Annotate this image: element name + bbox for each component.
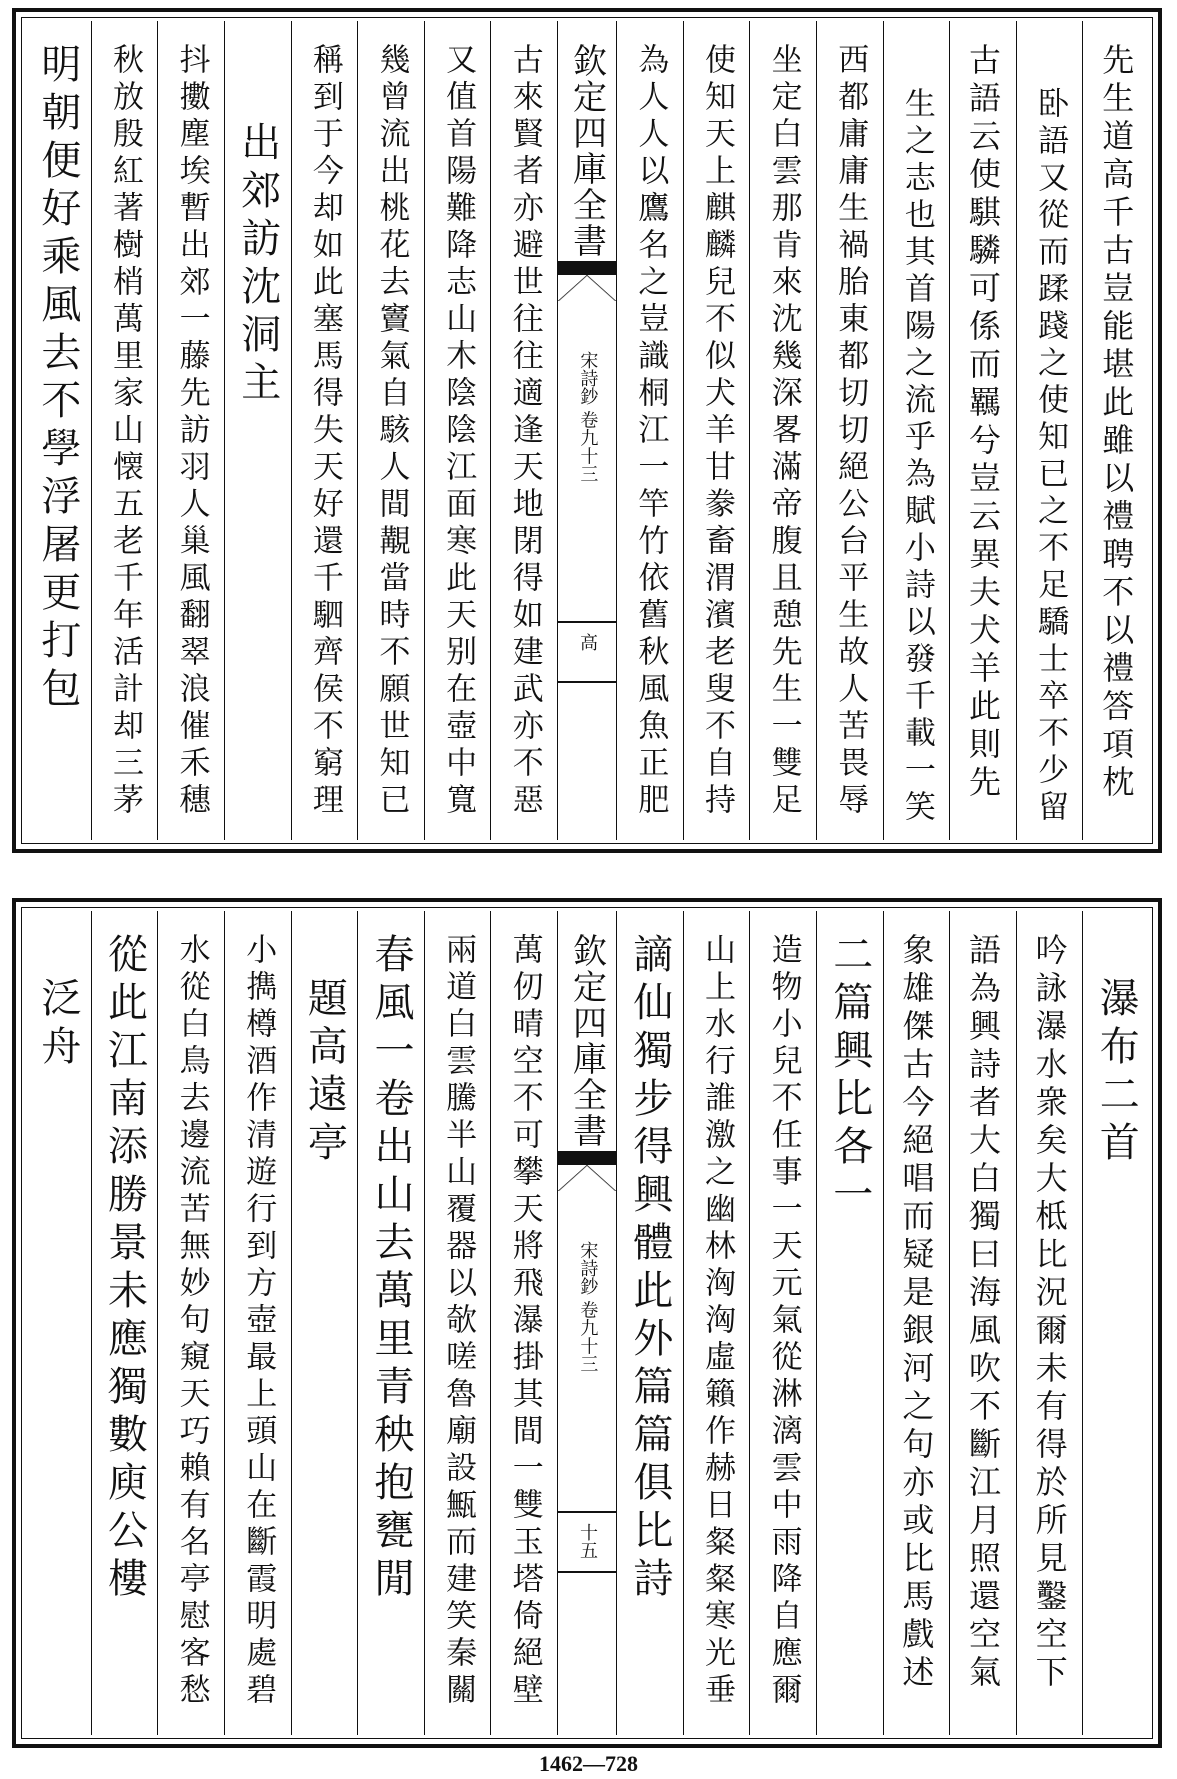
text-column [883,21,950,840]
text-column [357,911,424,1735]
center-gutter [557,21,616,840]
column-text: 小擕樽酒作清遊行到方壺最上頭山在斷霞明處碧 [240,933,277,1710]
volume-number: 卷九十三 [577,1300,599,1373]
column-text: 二篇興比各一 [826,933,873,1221]
library-title: 欽定四庫全書 [566,43,607,259]
column-text: 語為興詩者大白獨曰海風吹不斷江月照還空氣 [963,933,1002,1693]
column-text: 萬仞晴空不可攀天將飛瀑掛其間一雙玉塔倚絕壁 [506,933,543,1710]
text-column [1082,911,1149,1735]
book-info [577,351,598,483]
column-text: 兩道白雲騰半山覆器以欹嗟魯廟設甒而建笑秦關 [440,933,477,1710]
column-text: 抖擻塵埃暫出郊一藤先訪羽人巢風翻翠浪催禾穗 [173,43,210,820]
text-column [1016,21,1083,840]
upper-columns [25,21,1149,840]
column-text: 西都庸庸生禍胎東都切切絕公台平生故人苦畏辱 [832,43,869,820]
text-column [224,911,291,1735]
book-name: 宋詩鈔 [577,1241,599,1295]
fish-tail-mark [558,1151,616,1211]
text-column [157,911,224,1735]
book-name: 宋詩鈔 [577,351,599,405]
column-text: 造物小兒不任事一天元氣從淋漓雲中雨降自應爾 [765,933,802,1710]
text-column [91,21,158,840]
poem-title: 瀑布二首 [1093,977,1140,1169]
column-text: 使知天上麒麟兒不似犬羊甘豢畜渭濱老叟不自持 [698,43,735,820]
text-column [616,21,683,840]
column-text: 先生道高千古豈能堪此雖以禮聘不以禮答項枕 [1097,43,1136,803]
column-text: 山上水行誰激之幽林洶洶虛籟作赫日粲粲寒光垂 [698,933,735,1710]
column-text: 坐定白雲那肯來沈幾深畧滿帝腹且憩先生一雙足 [765,43,802,820]
column-text: 古來賢者亦避世往往適逢天地閉得如建武亦不惡 [506,43,543,820]
text-column [424,911,491,1735]
text-column [816,21,883,840]
column-text: 又值首陽難降志山木陰陰江面寒此天别在壺中寬 [440,43,477,820]
column-text: 生之志也其首陽之流乎為賦小詩以發千載一笑 [898,87,935,827]
library-title: 欽定四庫全書 [566,933,607,1149]
poem-title: 泛舟 [34,977,81,1073]
text-column [816,911,883,1735]
text-column [490,21,557,840]
text-column [224,21,291,840]
text-column [25,911,91,1735]
text-column [683,911,750,1735]
book-info [577,1241,598,1373]
text-column [490,911,557,1735]
catalog-number: 1462—728 [539,1751,638,1776]
text-column [157,21,224,840]
column-text: 古語云使騏驎可係而羈兮豈云異夫犬羊此則先 [963,43,1002,803]
column-text: 從此江南添勝景未應獨數庾公樓 [101,933,148,1605]
page-number: 高 [577,633,598,651]
upper-page [12,8,1162,853]
lower-page [12,898,1162,1748]
text-column [749,911,816,1735]
text-column [1082,21,1149,840]
column-text: 水從白鳥去邊流苦無妙句窺天巧賴有名亭慰客愁 [173,933,210,1710]
poem-title: 出郊訪沈洞主 [234,121,281,409]
text-column [949,21,1016,840]
column-text: 謫仙獨步得興體此外篇篇俱比詩 [626,933,673,1605]
lower-columns [25,911,1149,1735]
volume-number: 卷九十三 [577,410,599,483]
text-column [291,21,358,840]
center-gutter [557,911,616,1735]
column-text: 明朝便好乘風去不學浮屠更打包 [34,43,81,715]
column-text: 春風一卷出山去萬里青秧抱甕閒 [367,933,414,1605]
text-column [91,911,158,1735]
text-column [883,911,950,1735]
column-text: 為人人以鷹名之豈識桐江一竿竹依舊秋風魚正肥 [632,43,669,820]
column-text: 吟詠瀑水衆矣大柢比況爾未有得於所見鑿空下 [1030,933,1069,1693]
text-column [424,21,491,840]
text-column [616,911,683,1735]
text-column [683,21,750,840]
text-column [357,21,424,840]
text-column [1016,911,1083,1735]
column-text: 象雄傑古今絕唱而疑是銀河之句亦或比馬戲述 [897,933,936,1693]
column-text: 秋放殷紅著樹梢萬里家山懐五老千年活計却三茅 [106,43,143,820]
column-text: 稱到于今却如此塞馬得失天好還千駟齊侯不窮理 [306,43,343,820]
text-column [949,911,1016,1735]
page-number: 十五 [577,1523,598,1559]
column-text: 幾曾流出桃花去竇氣自駭人間覯當時不願世知已 [373,43,410,820]
text-column [749,21,816,840]
text-column [291,911,358,1735]
fish-tail-mark [558,261,616,321]
column-text: 卧語又從而蹂踐之使知已之不足驕士卒不少留 [1032,87,1069,827]
poem-title: 題高遠亭 [301,977,348,1169]
text-column [25,21,91,840]
